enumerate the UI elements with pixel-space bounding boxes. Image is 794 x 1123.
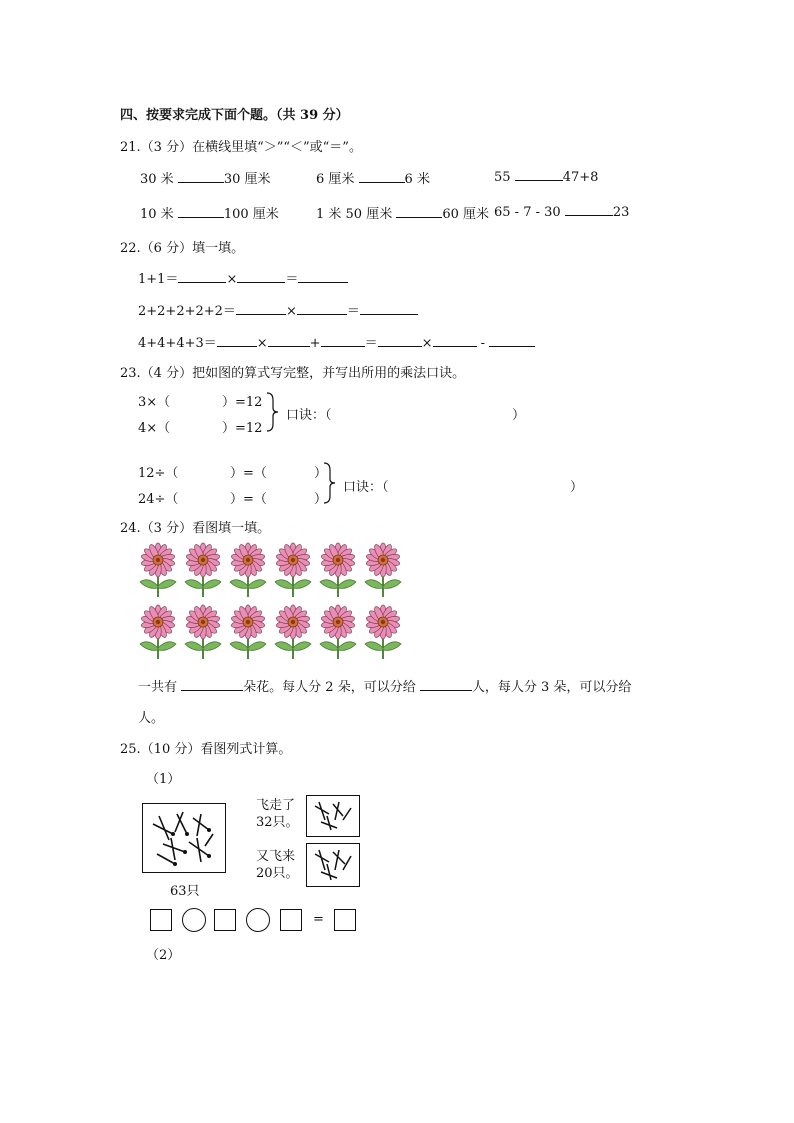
q21-item bbox=[316, 168, 430, 187]
q21-item bbox=[494, 203, 629, 220]
flower-icon bbox=[361, 604, 405, 660]
flower-icon bbox=[181, 604, 225, 660]
flower-icon bbox=[136, 604, 180, 660]
q21-item bbox=[494, 168, 598, 185]
flower-icon bbox=[181, 542, 225, 598]
answer-blank[interactable] bbox=[178, 170, 224, 183]
flower-icon bbox=[316, 604, 360, 660]
flower-icon bbox=[136, 542, 180, 598]
answer-square[interactable] bbox=[150, 909, 172, 931]
q24-title: 24.（3 分）看图填一填。 bbox=[120, 521, 271, 536]
equals-sign: ＝ bbox=[285, 272, 299, 287]
q23-a1-start: 3×（ bbox=[138, 395, 171, 410]
section-title: 四、按要求完成下面个题。（共 39 分） bbox=[120, 108, 349, 123]
equation-start: 1+1＝ bbox=[138, 272, 179, 287]
q21-left: 55 bbox=[494, 170, 511, 185]
answer-blank[interactable] bbox=[433, 334, 477, 347]
dragonfly-group-picture bbox=[142, 803, 226, 873]
q21-left: 1 米 50 厘米 bbox=[316, 207, 393, 222]
q21-right: 30 厘米 bbox=[223, 172, 271, 187]
q21-right: 47+8 bbox=[562, 170, 599, 185]
q23-b2-close: ） bbox=[314, 492, 328, 507]
answer-blank[interactable] bbox=[217, 334, 257, 347]
answer-blank[interactable] bbox=[378, 334, 422, 347]
q21-item bbox=[140, 203, 279, 222]
q25-part-1: （1） bbox=[146, 772, 181, 787]
q21-right: 100 厘米 bbox=[223, 207, 279, 222]
flower-icon bbox=[226, 542, 270, 598]
answer-blank[interactable] bbox=[360, 302, 418, 315]
q24-text-line-1 bbox=[138, 676, 631, 695]
times-sign: × bbox=[421, 336, 433, 351]
dragonfly-away-picture bbox=[306, 795, 360, 837]
q21-left: 6 厘米 bbox=[316, 172, 355, 187]
q21-left: 30 米 bbox=[140, 172, 174, 187]
answer-blank[interactable] bbox=[298, 270, 348, 283]
operator-circle[interactable] bbox=[246, 908, 270, 932]
q24-text: 一共有 bbox=[138, 680, 178, 695]
answer-blank[interactable] bbox=[565, 203, 613, 216]
q24-text-line-2: 人。 bbox=[138, 711, 165, 726]
q23-a2-end: ）=12 bbox=[222, 421, 263, 436]
q21-left: 65 - 7 - 30 bbox=[494, 205, 561, 220]
equals-sign: = bbox=[313, 912, 324, 927]
answer-blank[interactable] bbox=[396, 205, 442, 218]
q23-b1-mid: ）=（ bbox=[230, 466, 267, 481]
dragonfly-icon bbox=[307, 796, 358, 835]
flew-back-count: 20只。 bbox=[256, 866, 299, 881]
answer-square[interactable] bbox=[280, 909, 302, 931]
answer-square[interactable] bbox=[214, 909, 236, 931]
dragonfly-icon bbox=[143, 804, 224, 871]
answer-blank[interactable] bbox=[178, 270, 226, 283]
q21-left: 10 米 bbox=[140, 207, 174, 222]
answer-blank[interactable] bbox=[181, 678, 243, 691]
right-brace-icon bbox=[265, 392, 279, 432]
q21-right: 23 bbox=[612, 205, 630, 220]
flower-picture bbox=[136, 542, 408, 662]
answer-blank[interactable] bbox=[268, 334, 310, 347]
flew-back-label bbox=[256, 848, 299, 882]
total-count-label: 63只 bbox=[170, 884, 200, 899]
equals-sign: ＝ bbox=[364, 336, 378, 351]
flew-away-count: 32只。 bbox=[256, 815, 299, 830]
equation-start: 2+2+2+2+2＝ bbox=[138, 304, 236, 319]
answer-blank[interactable] bbox=[359, 170, 405, 183]
q24-text: 朵花。每人分 2 朵，可以分给 bbox=[243, 680, 416, 695]
flower-icon bbox=[316, 542, 360, 598]
q23-b1-start: 12÷（ bbox=[138, 466, 179, 481]
q24-text: 人，每人分 3 朵，可以分给 bbox=[471, 680, 632, 695]
answer-square[interactable] bbox=[334, 909, 356, 931]
q23-b1-close: ） bbox=[314, 466, 328, 481]
q21-right: 60 厘米 bbox=[442, 207, 490, 222]
q23-a2-start: 4×（ bbox=[138, 421, 171, 436]
flew-back-text: 又飞来 bbox=[256, 849, 296, 864]
answer-blank[interactable] bbox=[321, 334, 365, 347]
q22-line-2 bbox=[138, 300, 418, 319]
flew-away-label bbox=[256, 797, 299, 831]
minus-sign: - bbox=[480, 336, 486, 351]
dragonfly-icon bbox=[307, 844, 358, 885]
q25-title: 25.（10 分）看图列式计算。 bbox=[120, 742, 292, 757]
flew-away-text: 飞走了 bbox=[256, 798, 296, 813]
q21-item bbox=[140, 168, 271, 187]
q23-koujue-label: 口诀：（ bbox=[286, 408, 332, 423]
q23-b2-mid: ）=（ bbox=[230, 492, 267, 507]
flower-icon bbox=[271, 542, 315, 598]
dragonfly-back-picture bbox=[306, 843, 360, 887]
flower-icon bbox=[361, 542, 405, 598]
times-sign: × bbox=[256, 336, 268, 351]
answer-blank[interactable] bbox=[515, 168, 563, 181]
q23-a1-end: ）=12 bbox=[222, 395, 263, 410]
answer-blank[interactable] bbox=[178, 205, 224, 218]
q21-title: 21.（3 分）在横线里填“＞”“＜”或“＝”。 bbox=[120, 140, 362, 155]
q22-title: 22.（6 分）填一填。 bbox=[120, 241, 245, 256]
equals-sign: ＝ bbox=[346, 304, 360, 319]
answer-blank[interactable] bbox=[489, 334, 535, 347]
q23-koujue-close: ） bbox=[512, 408, 526, 423]
answer-blank[interactable] bbox=[420, 678, 472, 691]
q23-title: 23.（4 分）把如图的算式写完整，并写出所用的乘法口诀。 bbox=[120, 366, 466, 381]
q22-line-3 bbox=[138, 332, 535, 351]
q22-line-1 bbox=[138, 268, 348, 287]
answer-blank[interactable] bbox=[237, 270, 285, 283]
operator-circle[interactable] bbox=[182, 908, 206, 932]
q23-b2-start: 24÷（ bbox=[138, 492, 179, 507]
flower-icon bbox=[271, 604, 315, 660]
equation-start: 4+4+4+3＝ bbox=[138, 336, 217, 351]
plus-sign: + bbox=[309, 336, 321, 351]
flower-icon bbox=[226, 604, 270, 660]
q21-item bbox=[316, 203, 489, 222]
right-brace-icon bbox=[322, 462, 336, 504]
q25-part-2: （2） bbox=[146, 948, 181, 963]
q23-koujue-close: ） bbox=[570, 480, 584, 495]
answer-blank[interactable] bbox=[236, 302, 286, 315]
answer-blank[interactable] bbox=[297, 302, 347, 315]
times-sign: × bbox=[285, 304, 297, 319]
q23-koujue-label: 口诀：（ bbox=[343, 480, 389, 495]
times-sign: × bbox=[226, 272, 238, 287]
q21-right: 6 米 bbox=[404, 172, 430, 187]
